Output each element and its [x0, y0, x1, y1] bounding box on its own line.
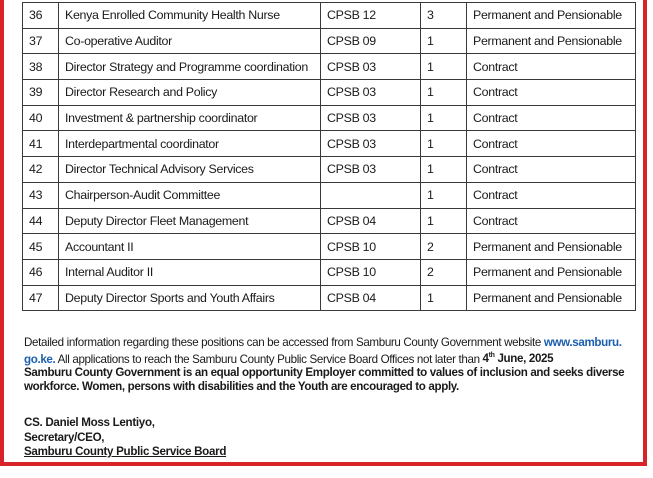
cell-posts: 1	[421, 54, 467, 80]
cell-no: 46	[23, 259, 59, 285]
signatory-role: Secretary/CEO,	[24, 430, 105, 444]
vacancy-table	[22, 2, 636, 311]
cell-no: 41	[23, 131, 59, 157]
cell-title: Director Technical Advisory Services	[59, 157, 321, 183]
table-row	[23, 28, 636, 54]
table-row	[23, 131, 636, 157]
equal-opportunity-statement: Samburu County Government is an equal opportunity Employer committed to values of inclusion and seeks diverse workforce. Women, persons with disabilities and the Youth are encouraged to apply.	[24, 366, 625, 393]
cell-title: Interdepartmental coordinator	[59, 131, 321, 157]
cell-terms: Permanent and Pensionable	[467, 259, 636, 285]
table-row	[23, 208, 636, 234]
cell-posts: 3	[421, 3, 467, 29]
info-text: Detailed information regarding these positions can be accessed from Samburu County Government website	[24, 336, 544, 349]
cell-title: Co-operative Auditor	[59, 28, 321, 54]
cell-terms: Contract	[467, 157, 636, 183]
cell-title: Kenya Enrolled Community Health Nurse	[59, 3, 321, 29]
cell-no: 39	[23, 80, 59, 106]
cell-grade	[321, 182, 421, 208]
table-row	[23, 285, 636, 311]
cell-no: 44	[23, 208, 59, 234]
cell-posts: 1	[421, 28, 467, 54]
table-row	[23, 105, 636, 131]
cell-posts: 1	[421, 80, 467, 106]
signatory-org: Samburu County Public Service Board	[24, 445, 227, 458]
cell-terms: Contract	[467, 105, 636, 131]
table-row	[23, 157, 636, 183]
cell-posts: 2	[421, 234, 467, 260]
info-paragraph	[24, 336, 642, 366]
table-row	[23, 182, 636, 208]
cell-grade: CPSB 04	[321, 208, 421, 234]
website-link[interactable]: www.samburu. go.ke.	[24, 336, 622, 366]
cell-title: Director Strategy and Programme coordination	[59, 54, 321, 80]
cell-grade: CPSB 03	[321, 54, 421, 80]
cell-grade: CPSB 12	[321, 3, 421, 29]
table-row	[23, 234, 636, 260]
cell-grade: CPSB 03	[321, 105, 421, 131]
cell-terms: Permanent and Pensionable	[467, 234, 636, 260]
application-notes	[24, 336, 642, 393]
cell-grade: CPSB 03	[321, 157, 421, 183]
cell-terms: Contract	[467, 208, 636, 234]
cell-title: Deputy Director Fleet Management	[59, 208, 321, 234]
deadline-text: All applications to reach the Samburu County Public Service Board Offices not later than	[55, 352, 483, 366]
cell-grade: CPSB 10	[321, 259, 421, 285]
cell-no: 36	[23, 3, 59, 29]
cell-title: Chairperson-Audit Committee	[59, 182, 321, 208]
cell-terms: Permanent and Pensionable	[467, 285, 636, 311]
deadline-date: 4th June, 2025	[482, 352, 554, 366]
cell-terms: Permanent and Pensionable	[467, 28, 636, 54]
cell-posts: 2	[421, 259, 467, 285]
cell-terms: Permanent and Pensionable	[467, 3, 636, 29]
cell-posts: 1	[421, 182, 467, 208]
cell-title: Accountant II	[59, 234, 321, 260]
table-row	[23, 80, 636, 106]
cell-no: 38	[23, 54, 59, 80]
cell-no: 47	[23, 285, 59, 311]
cell-no: 45	[23, 234, 59, 260]
cell-posts: 1	[421, 285, 467, 311]
cell-terms: Contract	[467, 182, 636, 208]
cell-no: 43	[23, 182, 59, 208]
cell-title: Internal Auditor II	[59, 259, 321, 285]
cell-terms: Contract	[467, 131, 636, 157]
table-row	[23, 54, 636, 80]
cell-no: 40	[23, 105, 59, 131]
cell-title: Investment & partnership coordinator	[59, 105, 321, 131]
cell-title: Director Research and Policy	[59, 80, 321, 106]
cell-grade: CPSB 04	[321, 285, 421, 311]
cell-posts: 1	[421, 105, 467, 131]
cell-grade: CPSB 03	[321, 80, 421, 106]
cell-posts: 1	[421, 157, 467, 183]
cell-no: 37	[23, 28, 59, 54]
cell-grade: CPSB 10	[321, 234, 421, 260]
cell-terms: Contract	[467, 80, 636, 106]
cell-grade: CPSB 09	[321, 28, 421, 54]
cell-posts: 1	[421, 208, 467, 234]
cell-posts: 1	[421, 131, 467, 157]
table-row	[23, 3, 636, 29]
cell-title: Deputy Director Sports and Youth Affairs	[59, 285, 321, 311]
table-row	[23, 259, 636, 285]
cell-terms: Contract	[467, 54, 636, 80]
signatory-name: CS. Daniel Moss Lentiyo,	[24, 416, 155, 429]
cell-no: 42	[23, 157, 59, 183]
signature-block	[24, 416, 226, 460]
cell-grade: CPSB 03	[321, 131, 421, 157]
